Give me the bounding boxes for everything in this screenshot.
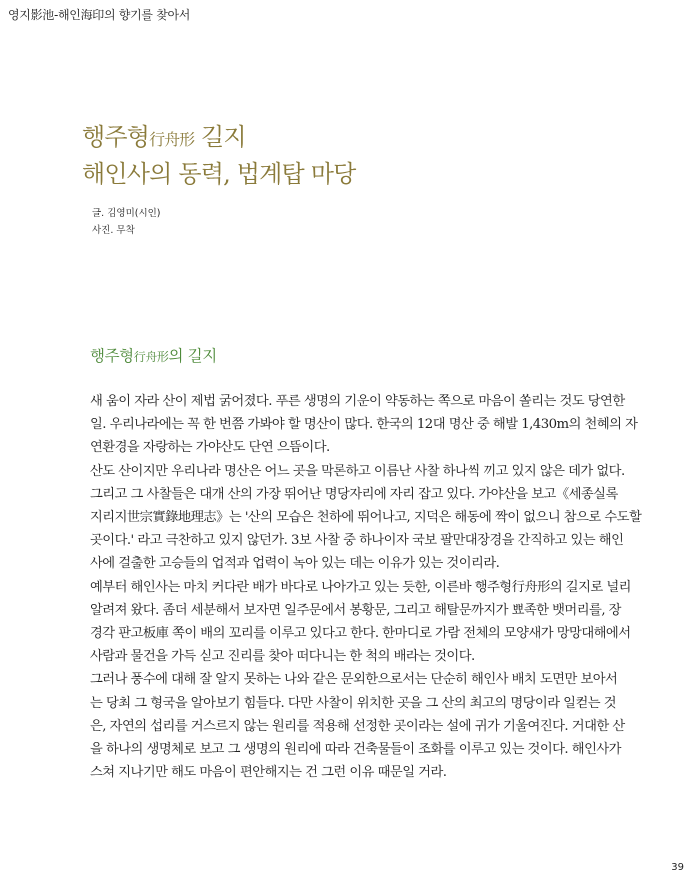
body-line: 산도 산이지만 우리나라 명산은 어느 곳을 막론하고 이름난 사찰 하나씩 끼고 있지 않은 데가 없다. [90, 463, 625, 479]
title-end: 길지 [194, 123, 246, 151]
body-line: 경각 판고板庫 쪽이 배의 꼬리를 이루고 있다고 한다. 한마디로 가람 전체의 모양새가 망망대해에서 [90, 626, 631, 642]
writer-credit: 글. 김영미(시인) [92, 208, 161, 219]
section-heading-main: 행주형 [90, 347, 134, 365]
title-hanja: 行舟形 [149, 130, 195, 149]
section-heading-end: 의 길지 [168, 347, 217, 365]
article-title-line-2: 해인사의 동력, 법계탑 마당 [82, 160, 356, 188]
credits [92, 205, 161, 239]
article-title-line-1 [82, 120, 356, 157]
body-line: 을 하나의 생명체로 보고 그 생명의 원리에 따라 건축물들이 조화를 이루고 있는 것이다. 해인사가 [90, 742, 621, 758]
body-line: 곳이다.' 라고 극찬하고 있지 않던가. 3보 사찰 중 하나이자 국보 팔만대장경을 간직하고 있는 해인 [90, 533, 624, 549]
body-line: 일. 우리나라에는 꼭 한 번쯤 가봐야 할 명산이 많다. 한국의 12대 명산 중 해발 1,430m의 천혜의 자 [90, 417, 638, 433]
article-title [82, 120, 356, 192]
body-line: 새 움이 자라 산이 제법 굵어졌다. 푸른 생명의 기운이 약동하는 쪽으로 마음이 쏠리는 것도 당연한 [90, 394, 625, 409]
body-line: 은, 자연의 섭리를 거스르지 않는 원리를 적용해 선정한 곳이라는 설에 귀가 기울여진다. 거대한 산 [90, 718, 625, 734]
title-main: 행주형 [82, 123, 150, 151]
body-line: 그러나 풍수에 대해 잘 알지 못하는 나와 같은 문외한으로서는 단순히 해인사 배치 도면만 보아서 [90, 672, 618, 688]
body-line: 그리고 그 사찰들은 대개 산의 가장 뛰어난 명당자리에 자리 잡고 있다. 가야산을 보고《세종실록 [90, 486, 618, 502]
running-header: 영지影池-해인海印의 향기를 찾아서 [8, 8, 191, 22]
body-line: 연환경을 자랑하는 가야산도 단연 으뜸이다. [90, 440, 330, 456]
body-text [90, 390, 670, 784]
body-line: 사람과 물건을 가득 싣고 진리를 찾아 떠다니는 한 척의 배라는 것이다. [90, 649, 475, 665]
body-line: 사에 걸출한 고승들의 업적과 업력이 녹아 있는 데는 이유가 있는 것이리라. [90, 556, 500, 572]
section-heading [90, 344, 217, 366]
body-line: 는 당최 그 형국을 알아보기 힘들다. 다만 사찰이 위치한 곳을 그 산의 최고의 명당이라 일컫는 것 [90, 695, 617, 711]
page-number: 39 [671, 862, 684, 873]
body-line: 예부터 해인사는 마치 커다란 배가 바다로 나아가고 있는 듯한, 이른바 행주형行舟形의 길지로 널리 [90, 579, 631, 595]
body-line: 지리지世宗實錄地理志》는 '산의 모습은 천하에 뛰어나고, 지덕은 해동에 짝이 없으니 참으로 수도할 [90, 510, 642, 526]
body-line: 스쳐 지나기만 해도 마음이 편안해지는 건 그런 이유 때문일 거라. [90, 765, 447, 781]
section-heading-hanja: 行舟形 [133, 350, 169, 364]
photo-credit: 사진. 무착 [92, 225, 135, 236]
body-line: 알려져 왔다. 좀더 세분해서 보자면 일주문에서 봉황문, 그리고 해탈문까지가 뾰족한 뱃머리를, 장 [90, 602, 621, 618]
